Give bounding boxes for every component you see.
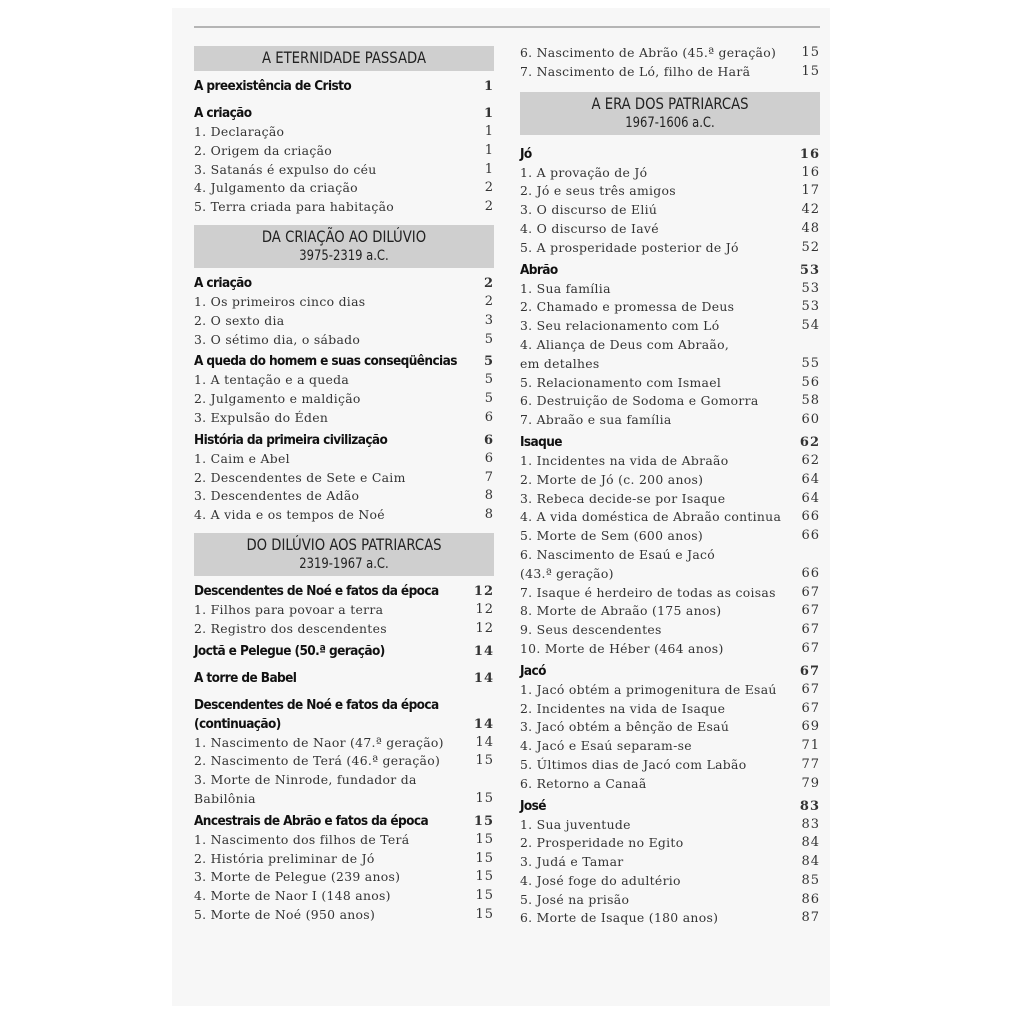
toc-item: 1. Nascimento dos filhos de Terá 15 [194, 831, 494, 850]
toc-heading: Descendentes de Noé e fatos da época 12 [194, 582, 494, 599]
page-number: 52 [801, 239, 820, 255]
page-number: 83 [801, 816, 820, 832]
page-number: 15 [475, 906, 494, 922]
page-number: 14 [475, 734, 494, 750]
page-number: 62 [801, 452, 820, 468]
page-number: 7 [484, 469, 494, 485]
toc-item: 3. Morte de Pelegue (239 anos) 15 [194, 868, 494, 887]
toc-item: 3. Seu relacionamento com Ló 54 [520, 317, 820, 336]
page-number: 3 [484, 312, 494, 328]
page-number: 17 [801, 183, 820, 199]
page-number: 15 [475, 888, 494, 904]
toc-item: 8. Morte de Abraão (175 anos) 67 [520, 602, 820, 621]
toc-item: 1. Sua família 53 [520, 280, 820, 299]
page-number: 15 [801, 45, 820, 60]
page-number: 85 [801, 872, 820, 888]
toc-item: 3. O discurso de Eliú 42 [520, 201, 820, 220]
page-number: 67 [801, 622, 820, 638]
toc-item: 2. Incidentes na vida de Isaque 67 [520, 700, 820, 719]
page-number: 62 [799, 434, 820, 450]
page-number: 66 [801, 565, 820, 581]
page-number: 64 [801, 490, 820, 506]
toc-item: 5. Relacionamento com Ismael 56 [520, 374, 820, 393]
toc-heading: Descendentes de Noé e fatos da época (continuação) 14 [194, 696, 494, 732]
toc-item: 1. Sua juventude 83 [520, 816, 820, 835]
toc-heading: A preexistência de Cristo 1 [194, 78, 494, 94]
section-header [194, 225, 494, 268]
page-number: 64 [801, 471, 820, 487]
toc-heading: A criação 2 [194, 274, 494, 291]
page-number: 58 [801, 393, 820, 409]
toc-heading: Jó 16 [520, 145, 820, 162]
toc-item: 1. Os primeiros cinco dias 2 [194, 293, 494, 312]
toc-item: 4. A vida doméstica de Abraão continua 66 [520, 508, 820, 527]
page-number: 67 [799, 663, 820, 679]
toc-item: 2. Chamado e promessa de Deus 53 [520, 298, 820, 317]
toc-item: 3. Morte de Ninrode, fundador da Babilônia 15 [194, 771, 494, 809]
section-header [520, 92, 820, 135]
toc-item: 6. Morte de Isaque (180 anos) 87 [520, 909, 820, 928]
page-number: 15 [475, 850, 494, 866]
toc-item: 1. A tentação e a queda 5 [194, 371, 494, 390]
toc-item: 3. Satanás é expulso do céu 1 [194, 161, 494, 180]
toc-item: 2. Descendentes de Sete e Caim 7 [194, 469, 494, 488]
page-number: 2 [483, 275, 494, 291]
toc-item: 7. Nascimento de Ló, filho de Harã 15 [520, 63, 820, 82]
page-number: 15 [801, 63, 820, 79]
page-number: 54 [801, 318, 820, 334]
page-number: 14 [473, 716, 494, 732]
toc-item: 2. História preliminar de Jó 15 [194, 850, 494, 869]
toc-item: 5. Últimos dias de Jacó com Labão 77 [520, 756, 820, 775]
page-number: 2 [484, 199, 494, 215]
toc-item: 3. Rebeca decide-se por Isaque 64 [520, 490, 820, 509]
page-number: 67 [801, 681, 820, 697]
page-number: 67 [801, 584, 820, 600]
page-number: 12 [475, 601, 494, 617]
toc-item: 10. Morte de Héber (464 anos) 67 [520, 640, 820, 659]
page-number: 66 [801, 528, 820, 544]
page-number: 6 [484, 450, 494, 466]
page-number: 6 [484, 409, 494, 425]
toc-item: 4. Julgamento da criação 2 [194, 179, 494, 198]
toc-item: 2. Registro dos descendentes 12 [194, 620, 494, 639]
section-title: DO DILÚVIO AOS PATRIARCAS [246, 534, 442, 554]
page-number: 66 [801, 509, 820, 525]
toc-item: 2. O sexto dia 3 [194, 312, 494, 331]
page-number: 2 [484, 180, 494, 196]
toc-heading: História da primeira civilização 6 [194, 431, 494, 448]
section-title: DA CRIAÇÃO AO DILÚVIO [261, 226, 427, 246]
page-number: 16 [799, 146, 820, 162]
page-number: 12 [475, 620, 494, 636]
page-number: 12 [473, 583, 494, 599]
section-header [194, 46, 494, 71]
toc-item: 1. Nascimento de Naor (47.ª geração) 14 [194, 734, 494, 753]
toc-item: 3. Judá e Tamar 84 [520, 853, 820, 872]
page-number: 15 [473, 813, 494, 829]
page-number: 5 [484, 372, 494, 388]
page-number: 71 [801, 738, 820, 754]
page-number: 53 [801, 299, 820, 315]
page-number: 2 [484, 293, 494, 309]
toc-heading: A torre de Babel 14 [194, 669, 494, 686]
page-number: 77 [801, 756, 820, 772]
toc-heading: Jacó 67 [520, 662, 820, 679]
toc-item: 7. Isaque é herdeiro de todas as coisas 67 [520, 584, 820, 603]
toc-heading: Abrão 53 [520, 261, 820, 278]
toc-column-right [520, 44, 820, 928]
toc-heading: Joctã e Pelegue (50.ª geração) 14 [194, 642, 494, 659]
toc-heading: A criação 1 [194, 105, 494, 121]
page-number: 14 [473, 643, 494, 659]
toc-column-left [194, 44, 494, 925]
toc-heading: A queda do homem e suas conseqüências 5 [194, 353, 494, 370]
page-number: 55 [801, 355, 820, 371]
toc-item: 3. Descendentes de Adão 8 [194, 487, 494, 506]
page-number: 16 [801, 164, 820, 180]
page-number: 67 [801, 700, 820, 716]
page-number: 87 [801, 910, 820, 926]
page-number: 1 [483, 79, 494, 94]
section-dates: 3975-2319 a.C. [299, 247, 389, 264]
toc-item: 2. Jó e seus três amigos 17 [520, 182, 820, 201]
toc-item: 4. Morte de Naor I (148 anos) 15 [194, 887, 494, 906]
toc-item: 2. Julgamento e maldição 5 [194, 390, 494, 409]
toc-heading: José 83 [520, 797, 820, 814]
page-number: 67 [801, 640, 820, 656]
page-number: 48 [801, 220, 820, 236]
page-number: 5 [484, 331, 494, 347]
toc-item: 1. Incidentes na vida de Abraão 62 [520, 452, 820, 471]
toc-item: 5. A prosperidade posterior de Jó 52 [520, 239, 820, 258]
toc-item: 6. Retorno a Canaã 79 [520, 775, 820, 794]
section-title: A ERA DOS PATRIARCAS [591, 93, 749, 113]
toc-item: 3. Expulsão do Éden 6 [194, 409, 494, 428]
toc-item: 2. Nascimento de Terá (46.ª geração) 15 [194, 752, 494, 771]
page-number: 1 [484, 142, 494, 158]
toc-item: 1. Caim e Abel 6 [194, 450, 494, 469]
toc-item: 6. Destruição de Sodoma e Gomorra 58 [520, 392, 820, 411]
toc-item: 9. Seus descendentes 67 [520, 621, 820, 640]
toc-item: 4. A vida e os tempos de Noé 8 [194, 506, 494, 525]
toc-item: 5. Morte de Noé (950 anos) 15 [194, 906, 494, 925]
toc-item: 4. O discurso de Iavé 48 [520, 220, 820, 239]
page-number: 56 [801, 374, 820, 390]
toc-item: 2. Prosperidade no Egito 84 [520, 834, 820, 853]
page-number: 8 [484, 488, 494, 504]
page-number: 69 [801, 719, 820, 735]
page-number: 15 [475, 753, 494, 769]
section-title: A ETERNIDADE PASSADA [261, 48, 427, 67]
toc-item: 6. Nascimento de Esaú e Jacó (43.ª geração) 66 [520, 546, 820, 584]
toc-item: 5. Morte de Sem (600 anos) 66 [520, 527, 820, 546]
page-number: 1 [484, 124, 494, 139]
toc-heading: Isaque 62 [520, 433, 820, 450]
toc-item: 4. Jacó e Esaú separam-se 71 [520, 737, 820, 756]
toc-item: 2. Morte de Jó (c. 200 anos) 64 [520, 471, 820, 490]
page-number: 83 [799, 798, 820, 814]
toc-item: 6. Nascimento de Abrão (45.ª geração) 15 [520, 44, 820, 63]
toc-item: 3. O sétimo dia, o sábado 5 [194, 331, 494, 350]
toc-item: 5. José na prisão 86 [520, 891, 820, 910]
toc-item: 4. José foge do adultério 85 [520, 872, 820, 891]
page-number: 5 [484, 391, 494, 407]
page-number: 14 [473, 670, 494, 686]
page-number: 79 [801, 775, 820, 791]
page-number: 15 [475, 869, 494, 885]
page-number: 53 [801, 280, 820, 296]
page-number: 84 [801, 835, 820, 851]
page-number: 15 [475, 831, 494, 847]
toc-item: 1. A provação de Jó 16 [520, 164, 820, 183]
page-number: 1 [484, 161, 494, 177]
section-dates: 2319-1967 a.C. [299, 555, 389, 572]
toc-item: 1. Filhos para povoar a terra 12 [194, 601, 494, 620]
toc-item: 5. Terra criada para habitação 2 [194, 198, 494, 217]
page-number: 86 [801, 891, 820, 907]
page-number: 53 [799, 262, 820, 278]
toc-item: 1. Declaração 1 [194, 123, 494, 142]
top-rule [194, 26, 820, 28]
page-number: 8 [484, 507, 494, 523]
toc-item: 1. Jacó obtém a primogenitura de Esaú 67 [520, 681, 820, 700]
toc-item: 3. Jacó obtém a bênção de Esaú 69 [520, 718, 820, 737]
page-number: 15 [475, 790, 494, 806]
toc-item: 4. Aliança de Deus com Abraão, em detalhes 55 [520, 336, 820, 374]
page-number: 42 [801, 202, 820, 218]
page-number: 60 [801, 412, 820, 428]
toc-item: 7. Abraão e sua família 60 [520, 411, 820, 430]
page-number: 67 [801, 603, 820, 619]
toc-item: 2. Origem da criação 1 [194, 142, 494, 161]
toc-heading: Ancestrais de Abrão e fatos da época 15 [194, 812, 494, 829]
section-header [194, 533, 494, 576]
page-number: 1 [483, 106, 494, 121]
section-dates: 1967-1606 a.C. [625, 114, 715, 131]
page-number: 84 [801, 854, 820, 870]
page-number: 5 [483, 354, 494, 370]
page-number: 6 [483, 432, 494, 448]
